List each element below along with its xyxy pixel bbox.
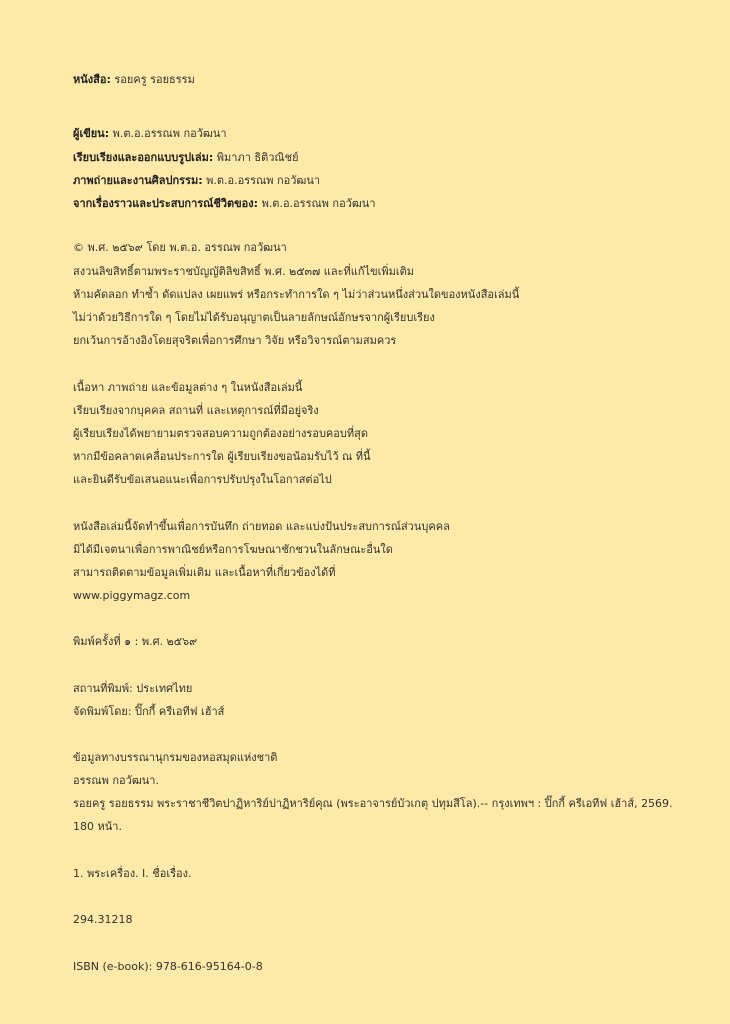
content-note-line-3: ผู้เรียบเรียงได้พยายามตรวจสอบความถูกต้องอย่างรอบคอบที่สุด [73,427,368,440]
catalog-page-count: 180 หน้า. [73,820,122,833]
author-line [73,126,227,142]
editor-designer-line [73,150,299,166]
isbn-line: ISBN (e-book): 978-616-95164-0-8 [73,960,263,973]
life-story-line [73,196,376,212]
catalog-heading: ข้อมูลทางบรรณานุกรมของหอสมุดแห่งชาติ [73,751,278,764]
life-story-label: จากเรื่องราวและประสบการณ์ชีวิตของ: [73,197,259,210]
editor-name: พิมาภา ธิติวณิชย์ [216,151,299,164]
purpose-line-3: สามารถติดตามข้อมูลเพิ่มเติม และเนื้อหาที่เกี่ยวข้องได้ที่ [73,566,336,579]
book-title: รอยครู รอยธรรม [114,73,195,86]
author-name: พ.ต.อ.อรรณพ กอวัฒนา [112,127,227,140]
copyright-line-3: ห้ามคัดลอก ทำซ้ำ ดัดแปลง เผยแพร่ หรือกระทำการใด ๆ ไม่ว่าส่วนหนึ่งส่วนใดของหนังสือเล่มนี้ [73,288,520,301]
book-title-line [73,72,195,88]
purpose-line-1: หนังสือเล่มนี้จัดทำขึ้นเพื่อการบันทึก ถ่ายทอด และแบ่งปันประสบการณ์ส่วนบุคคล [73,520,450,533]
photography-line [73,173,320,189]
editor-label: เรียบเรียงและออกแบบรูปเล่ม: [73,151,214,164]
copyright-line-1: © พ.ศ. ๒๕๖๙ โดย พ.ต.อ. อรรณพ กอวัฒนา [73,241,287,254]
edition-line: พิมพ์ครั้งที่ ๑ : พ.ศ. ๒๕๖๙ [73,635,198,648]
copyright-line-5: ยกเว้นการอ้างอิงโดยสุจริตเพื่อการศึกษา วิจัย หรือวิจารณ์ตามสมควร [73,334,397,347]
classification-number: 294.31218 [73,913,133,926]
content-note-line-5: และยินดีรับข้อเสนอแนะเพื่อการปรับปรุงในโอกาสต่อไป [73,473,332,486]
purpose-line-2: มิได้มีเจตนาเพื่อการพาณิชย์หรือการโฆษณาชักชวนในลักษณะอื่นใด [73,543,393,556]
photographer-name: พ.ต.อ.อรรณพ กอวัฒนา [206,174,321,187]
print-location-line: สถานที่พิมพ์: ประเทศไทย [73,682,193,695]
copyright-line-2: สงวนลิขสิทธิ์ตามพระราชบัญญัติลิขสิทธิ์ พ.ศ. ๒๕๓๗ และที่แก้ไขเพิ่มเติม [73,265,415,278]
catalog-title-entry: รอยครู รอยธรรม พระราชาชีวิตปาฏิหาริย์ปาฏิหาริย์คุณ (พระอาจารย์บัวเกตุ ปทุมสีโล).-- กรุงเทพฯ : ปิ๊กกี้ ครีเอทีฟ เฮ้าส์, 2569. [73,797,673,810]
subject-line: 1. พระเครื่อง. I. ชื่อเรื่อง. [73,867,192,880]
website-url: www.piggymagz.com [73,589,191,602]
author-label: ผู้เขียน: [73,127,110,140]
catalog-author: อรรณพ กอวัฒนา. [73,774,159,787]
life-story-name: พ.ต.อ.อรรณพ กอวัฒนา [261,197,376,210]
content-note-line-2: เรียบเรียงจากบุคคล สถานที่ และเหตุการณ์ที่มีอยู่จริง [73,404,319,417]
book-label: หนังสือ: [73,73,111,86]
content-note-line-4: หากมีข้อคลาดเคลื่อนประการใด ผู้เรียบเรียงขอน้อมรับไว้ ณ ที่นี้ [73,450,371,463]
content-note-line-1: เนื้อหา ภาพถ่าย และข้อมูลต่าง ๆ ในหนังสือเล่มนี้ [73,381,303,394]
publisher-line: จัดพิมพ์โดย: ปิ๊กกี้ ครีเอทีฟ เฮ้าส์ [73,705,225,718]
photography-label: ภาพถ่ายและงานศิลปกรรม: [73,174,203,187]
copyright-line-4: ไม่ว่าด้วยวิธีการใด ๆ โดยไม่ได้รับอนุญาตเป็นลายลักษณ์อักษรจากผู้เรียบเรียง [73,311,435,324]
